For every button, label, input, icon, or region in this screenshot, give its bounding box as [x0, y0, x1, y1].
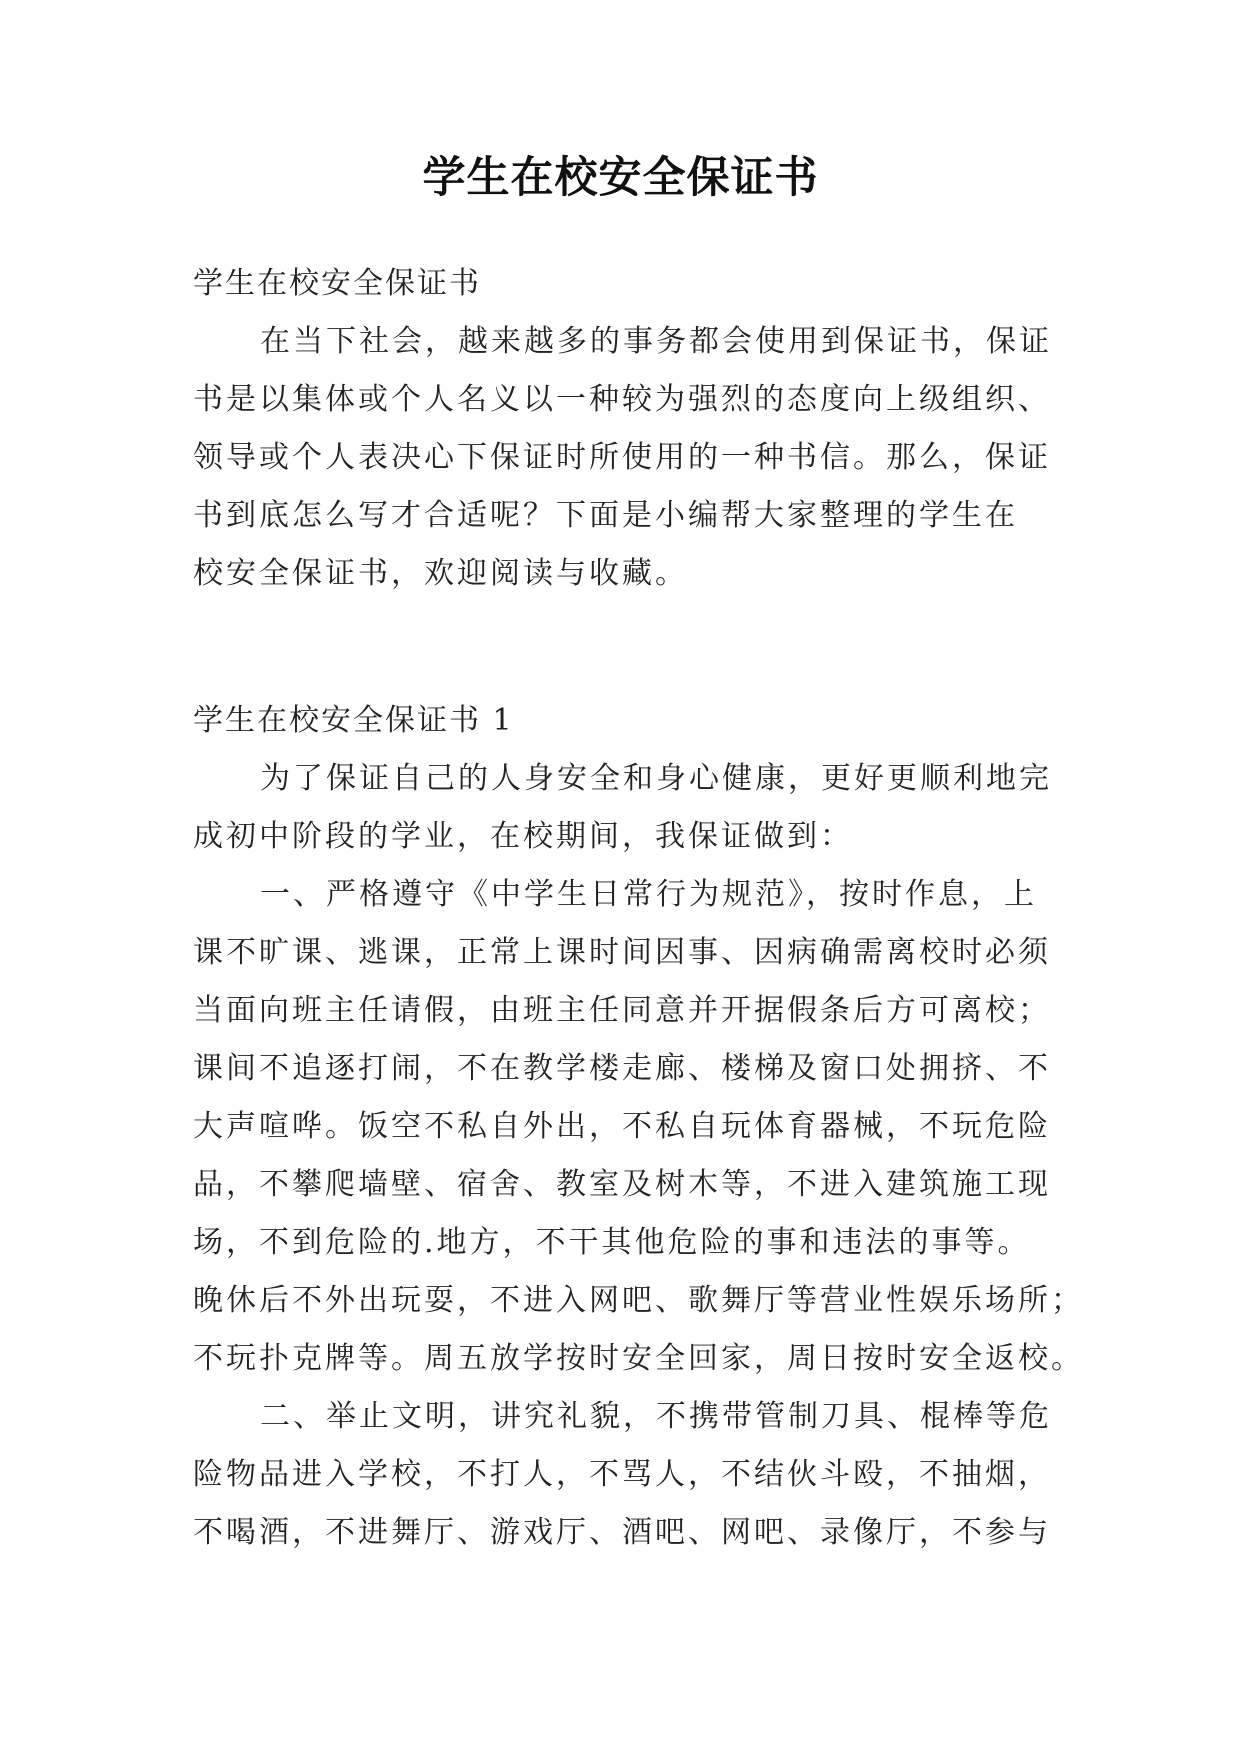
intro-line-4: 书到底怎么写才合适呢？下面是小编帮大家整理的学生在 [193, 498, 1018, 533]
intro-section [193, 255, 1055, 603]
section-1-p3-line-2: 险物品进入学校，不打人，不骂人，不结伙斗殴，不抽烟， [193, 1457, 1051, 1492]
intro-line-5: 校安全保证书，欢迎阅读与收藏。 [193, 556, 688, 591]
section-1-p1-line-1: 为了保证自己的人身安全和身心健康，更好更顺利地完 [260, 761, 1052, 796]
section-1-p2-line-9: 不玩扑克牌等。周五放学按时安全回家，周日按时安全返校。 [193, 1341, 1084, 1376]
section-1-p2-line-6: 品，不攀爬墙壁、宿舍、教室及树木等，不进入建筑施工现 [193, 1167, 1051, 1202]
intro-line-2: 书是以集体或个人名义以一种较为强烈的态度向上级组织、 [193, 382, 1051, 417]
intro-line-1: 在当下社会，越来越多的事务都会使用到保证书，保证 [260, 324, 1052, 359]
section-1-p3-line-1: 二、举止文明，讲究礼貌，不携带管制刀具、棍棒等危 [260, 1399, 1052, 1434]
section-1-p2-line-3: 当面向班主任请假，由班主任同意并开据假条后方可离校； [193, 993, 1051, 1028]
section-1-p3-line-3: 不喝酒，不进舞厅、游戏厅、酒吧、网吧、录像厅，不参与 [193, 1515, 1051, 1550]
section-1-p2-line-4: 课间不追逐打闹，不在教学楼走廊、楼梯及窗口处拥挤、不 [193, 1051, 1051, 1086]
document-title: 学生在校安全保证书 [422, 153, 819, 203]
section-1 [193, 692, 1084, 1562]
section-1-p2-line-2: 课不旷课、逃课，正常上课时间因事、因病确需离校时必须 [193, 935, 1051, 970]
section-1-p2-line-5: 大声喧哗。饭空不私自外出，不私自玩体育器械，不玩危险 [193, 1109, 1051, 1144]
intro-heading: 学生在校安全保证书 [193, 266, 481, 301]
section-1-p2-line-8: 晚休后不外出玩耍，不进入网吧、歌舞厅等营业性娱乐场所； [193, 1283, 1084, 1318]
section-1-heading: 学生在校安全保证书 1 [193, 703, 514, 738]
intro-line-3: 领导或个人表决心下保证时所使用的一种书信。那么，保证 [193, 440, 1051, 475]
section-1-p2-line-7: 场，不到危险的.地方，不干其他危险的事和违法的事等。 [193, 1225, 1031, 1260]
section-1-p1-line-2: 成初中阶段的学业，在校期间，我保证做到： [193, 819, 853, 854]
section-1-p2-line-1: 一、严格遵守《中学生日常行为规范》，按时作息，上 [260, 877, 1037, 912]
